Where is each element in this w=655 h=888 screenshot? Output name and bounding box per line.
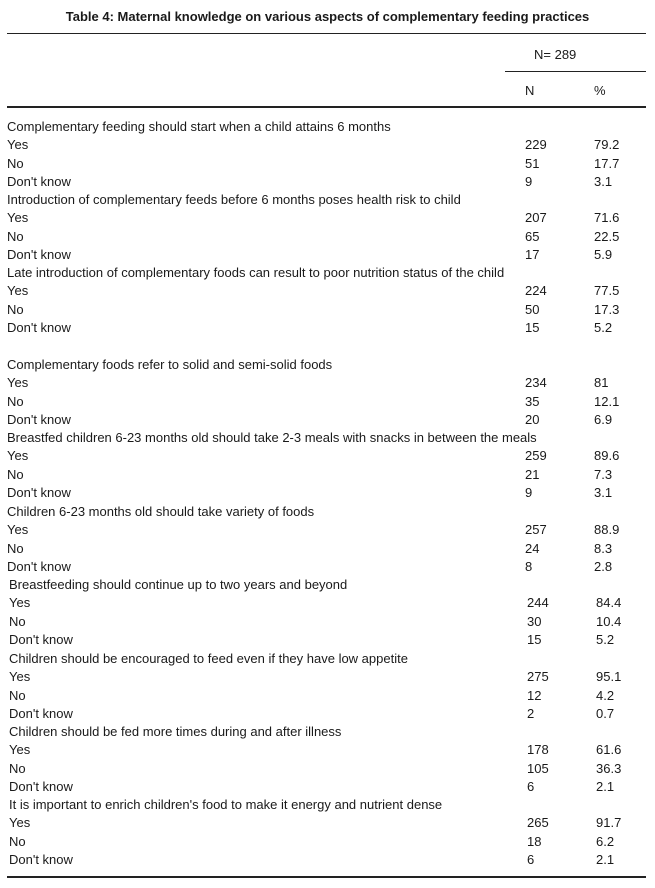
answer-row <box>0 393 655 411</box>
answer-label: No <box>7 301 24 317</box>
answer-percent: 3.1 <box>594 485 613 501</box>
question-text: It is important to enrich children's food to make it energy and nutrient dense <box>9 797 443 812</box>
answer-label: No <box>9 687 26 703</box>
answer-percent: 61.6 <box>596 742 622 758</box>
answer-count: 9 <box>525 485 533 501</box>
answer-label: Don't know <box>7 412 71 428</box>
bottom-rule <box>7 876 646 878</box>
answer-count: 259 <box>525 448 547 464</box>
answer-row <box>0 540 655 558</box>
answer-row <box>0 411 655 429</box>
answer-count: 18 <box>527 833 542 849</box>
answer-count: 50 <box>525 301 540 317</box>
question-row <box>0 503 655 521</box>
answer-count: 15 <box>525 320 540 336</box>
answer-label: Don't know <box>7 174 71 190</box>
answer-row <box>0 814 655 832</box>
answer-label: Don't know <box>9 632 73 647</box>
answer-label: No <box>7 540 24 556</box>
answer-label: Yes <box>7 448 29 464</box>
answer-count: 105 <box>527 760 549 776</box>
answer-row <box>0 374 655 392</box>
answer-count: 24 <box>525 540 540 556</box>
answer-row <box>0 466 655 484</box>
answer-label: Yes <box>9 742 31 758</box>
answer-label: No <box>9 760 26 776</box>
answer-percent: 71.6 <box>594 210 620 226</box>
question-text: Children 6-23 months old should take variety of foods <box>7 504 315 519</box>
question-text: Late introduction of complementary foods can result to poor nutrition status of the child <box>7 265 505 280</box>
question-text: Children should be encouraged to feed even if they have low appetite <box>9 651 408 666</box>
question-text: Breastfeeding should continue up to two years and beyond <box>9 577 348 592</box>
answer-percent: 5.2 <box>594 320 613 336</box>
answer-label: Don't know <box>9 779 73 794</box>
answer-label: Don't know <box>9 852 73 867</box>
answer-count: 275 <box>527 669 549 685</box>
answer-label: No <box>9 613 26 629</box>
answer-label: No <box>9 833 26 849</box>
column-header-n: N <box>525 83 535 98</box>
answer-percent: 5.2 <box>596 632 615 647</box>
answer-label: No <box>7 393 24 409</box>
question-row <box>0 576 655 594</box>
answer-row <box>0 687 655 705</box>
question-text: Complementary foods refer to solid and semi-solid foods <box>7 357 333 372</box>
answer-count: 12 <box>527 687 542 703</box>
answer-label: Yes <box>7 375 29 391</box>
question-row <box>0 191 655 209</box>
question-row <box>0 796 655 814</box>
answer-percent: 95.1 <box>596 669 622 685</box>
answer-percent: 22.5 <box>594 228 620 244</box>
answer-percent: 10.4 <box>596 613 622 629</box>
question-row <box>0 356 655 374</box>
answer-row <box>0 155 655 173</box>
answer-label: Don't know <box>9 706 73 721</box>
answer-percent: 4.2 <box>596 687 615 703</box>
question-row <box>0 723 655 741</box>
answer-row <box>0 301 655 319</box>
answer-count: 178 <box>527 742 549 758</box>
answer-percent: 5.9 <box>594 247 613 263</box>
answer-percent: 91.7 <box>596 815 622 831</box>
answer-percent: 36.3 <box>596 760 622 776</box>
answer-row <box>0 778 655 796</box>
answer-row <box>0 282 655 300</box>
answer-label: Don't know <box>7 485 71 501</box>
question-row <box>0 264 655 282</box>
answer-percent: 89.6 <box>594 448 620 464</box>
answer-percent: 79.2 <box>594 137 620 153</box>
answer-count: 229 <box>525 137 547 153</box>
answer-row <box>0 173 655 191</box>
question-text: Complementary feeding should start when a child attains 6 months <box>7 119 391 134</box>
header-subrule <box>505 71 646 72</box>
answer-row <box>0 760 655 778</box>
top-rule <box>7 33 646 34</box>
answer-row <box>0 741 655 759</box>
answer-label: Yes <box>9 815 31 831</box>
answer-percent: 7.3 <box>594 466 613 482</box>
question-row <box>0 118 655 136</box>
answer-percent: 2.1 <box>596 779 615 794</box>
answer-percent: 12.1 <box>594 393 620 409</box>
answer-row <box>0 668 655 686</box>
answer-percent: 8.3 <box>594 540 613 556</box>
answer-count: 9 <box>525 174 533 190</box>
answer-percent: 0.7 <box>596 706 615 721</box>
answer-percent: 84.4 <box>596 595 622 611</box>
answer-row <box>0 851 655 869</box>
answer-row <box>0 319 655 337</box>
answer-count: 224 <box>525 283 547 299</box>
answer-percent: 2.8 <box>594 559 613 574</box>
answer-label: Don't know <box>7 320 71 336</box>
answer-row <box>0 209 655 227</box>
answer-row <box>0 228 655 246</box>
answer-percent: 6.9 <box>594 412 613 428</box>
answer-label: Yes <box>7 283 29 299</box>
answer-label: Yes <box>7 137 29 153</box>
answer-count: 207 <box>525 210 547 226</box>
answer-count: 6 <box>527 852 535 867</box>
answer-label: Yes <box>9 595 31 611</box>
answer-count: 21 <box>525 466 540 482</box>
answer-label: Don't know <box>7 559 71 574</box>
answer-label: No <box>7 155 24 171</box>
table-title: Table 4: Maternal knowledge on various aspects of complementary feeding practices <box>65 9 590 24</box>
answer-row <box>0 594 655 612</box>
answer-count: 257 <box>525 522 547 538</box>
question-text: Breastfed children 6-23 months old should take 2-3 meals with snacks in between the meals <box>7 430 537 445</box>
answer-row <box>0 631 655 649</box>
answer-label: No <box>7 228 24 244</box>
sample-size-header: N= 289 <box>534 47 577 62</box>
answer-count: 65 <box>525 228 540 244</box>
answer-count: 30 <box>527 613 542 629</box>
answer-label: Don't know <box>7 247 71 263</box>
answer-percent: 2.1 <box>596 852 615 867</box>
answer-percent: 6.2 <box>596 833 615 849</box>
answer-count: 51 <box>525 155 540 171</box>
answer-row <box>0 447 655 465</box>
column-header-percent: % <box>594 83 606 98</box>
answer-count: 20 <box>525 412 540 428</box>
answer-percent: 88.9 <box>594 522 620 538</box>
header-rule <box>7 106 646 108</box>
answer-row <box>0 558 655 576</box>
answer-row <box>0 833 655 851</box>
answer-percent: 17.7 <box>594 155 620 171</box>
answer-label: No <box>7 466 24 482</box>
answer-count: 8 <box>525 559 533 574</box>
answer-label: Yes <box>9 669 31 685</box>
question-row <box>0 429 655 447</box>
question-row <box>0 650 655 668</box>
answer-percent: 3.1 <box>594 174 613 190</box>
answer-count: 234 <box>525 375 547 391</box>
answer-count: 17 <box>525 247 540 263</box>
answer-percent: 81 <box>594 375 609 391</box>
answer-count: 6 <box>527 779 535 794</box>
answer-label: Yes <box>7 522 29 538</box>
answer-percent: 77.5 <box>594 283 620 299</box>
answer-row <box>0 246 655 264</box>
question-text: Children should be fed more times during and after illness <box>9 724 342 739</box>
answer-row <box>0 484 655 502</box>
answer-percent: 17.3 <box>594 301 620 317</box>
question-text: Introduction of complementary feeds before 6 months poses health risk to child <box>7 192 461 207</box>
answer-count: 265 <box>527 815 549 831</box>
answer-row <box>0 613 655 631</box>
answer-row <box>0 136 655 154</box>
answer-count: 15 <box>527 632 542 647</box>
answer-count: 244 <box>527 595 549 611</box>
answer-label: Yes <box>7 210 29 226</box>
answer-row <box>0 521 655 539</box>
answer-count: 2 <box>527 706 535 721</box>
answer-row <box>0 705 655 723</box>
answer-count: 35 <box>525 393 540 409</box>
